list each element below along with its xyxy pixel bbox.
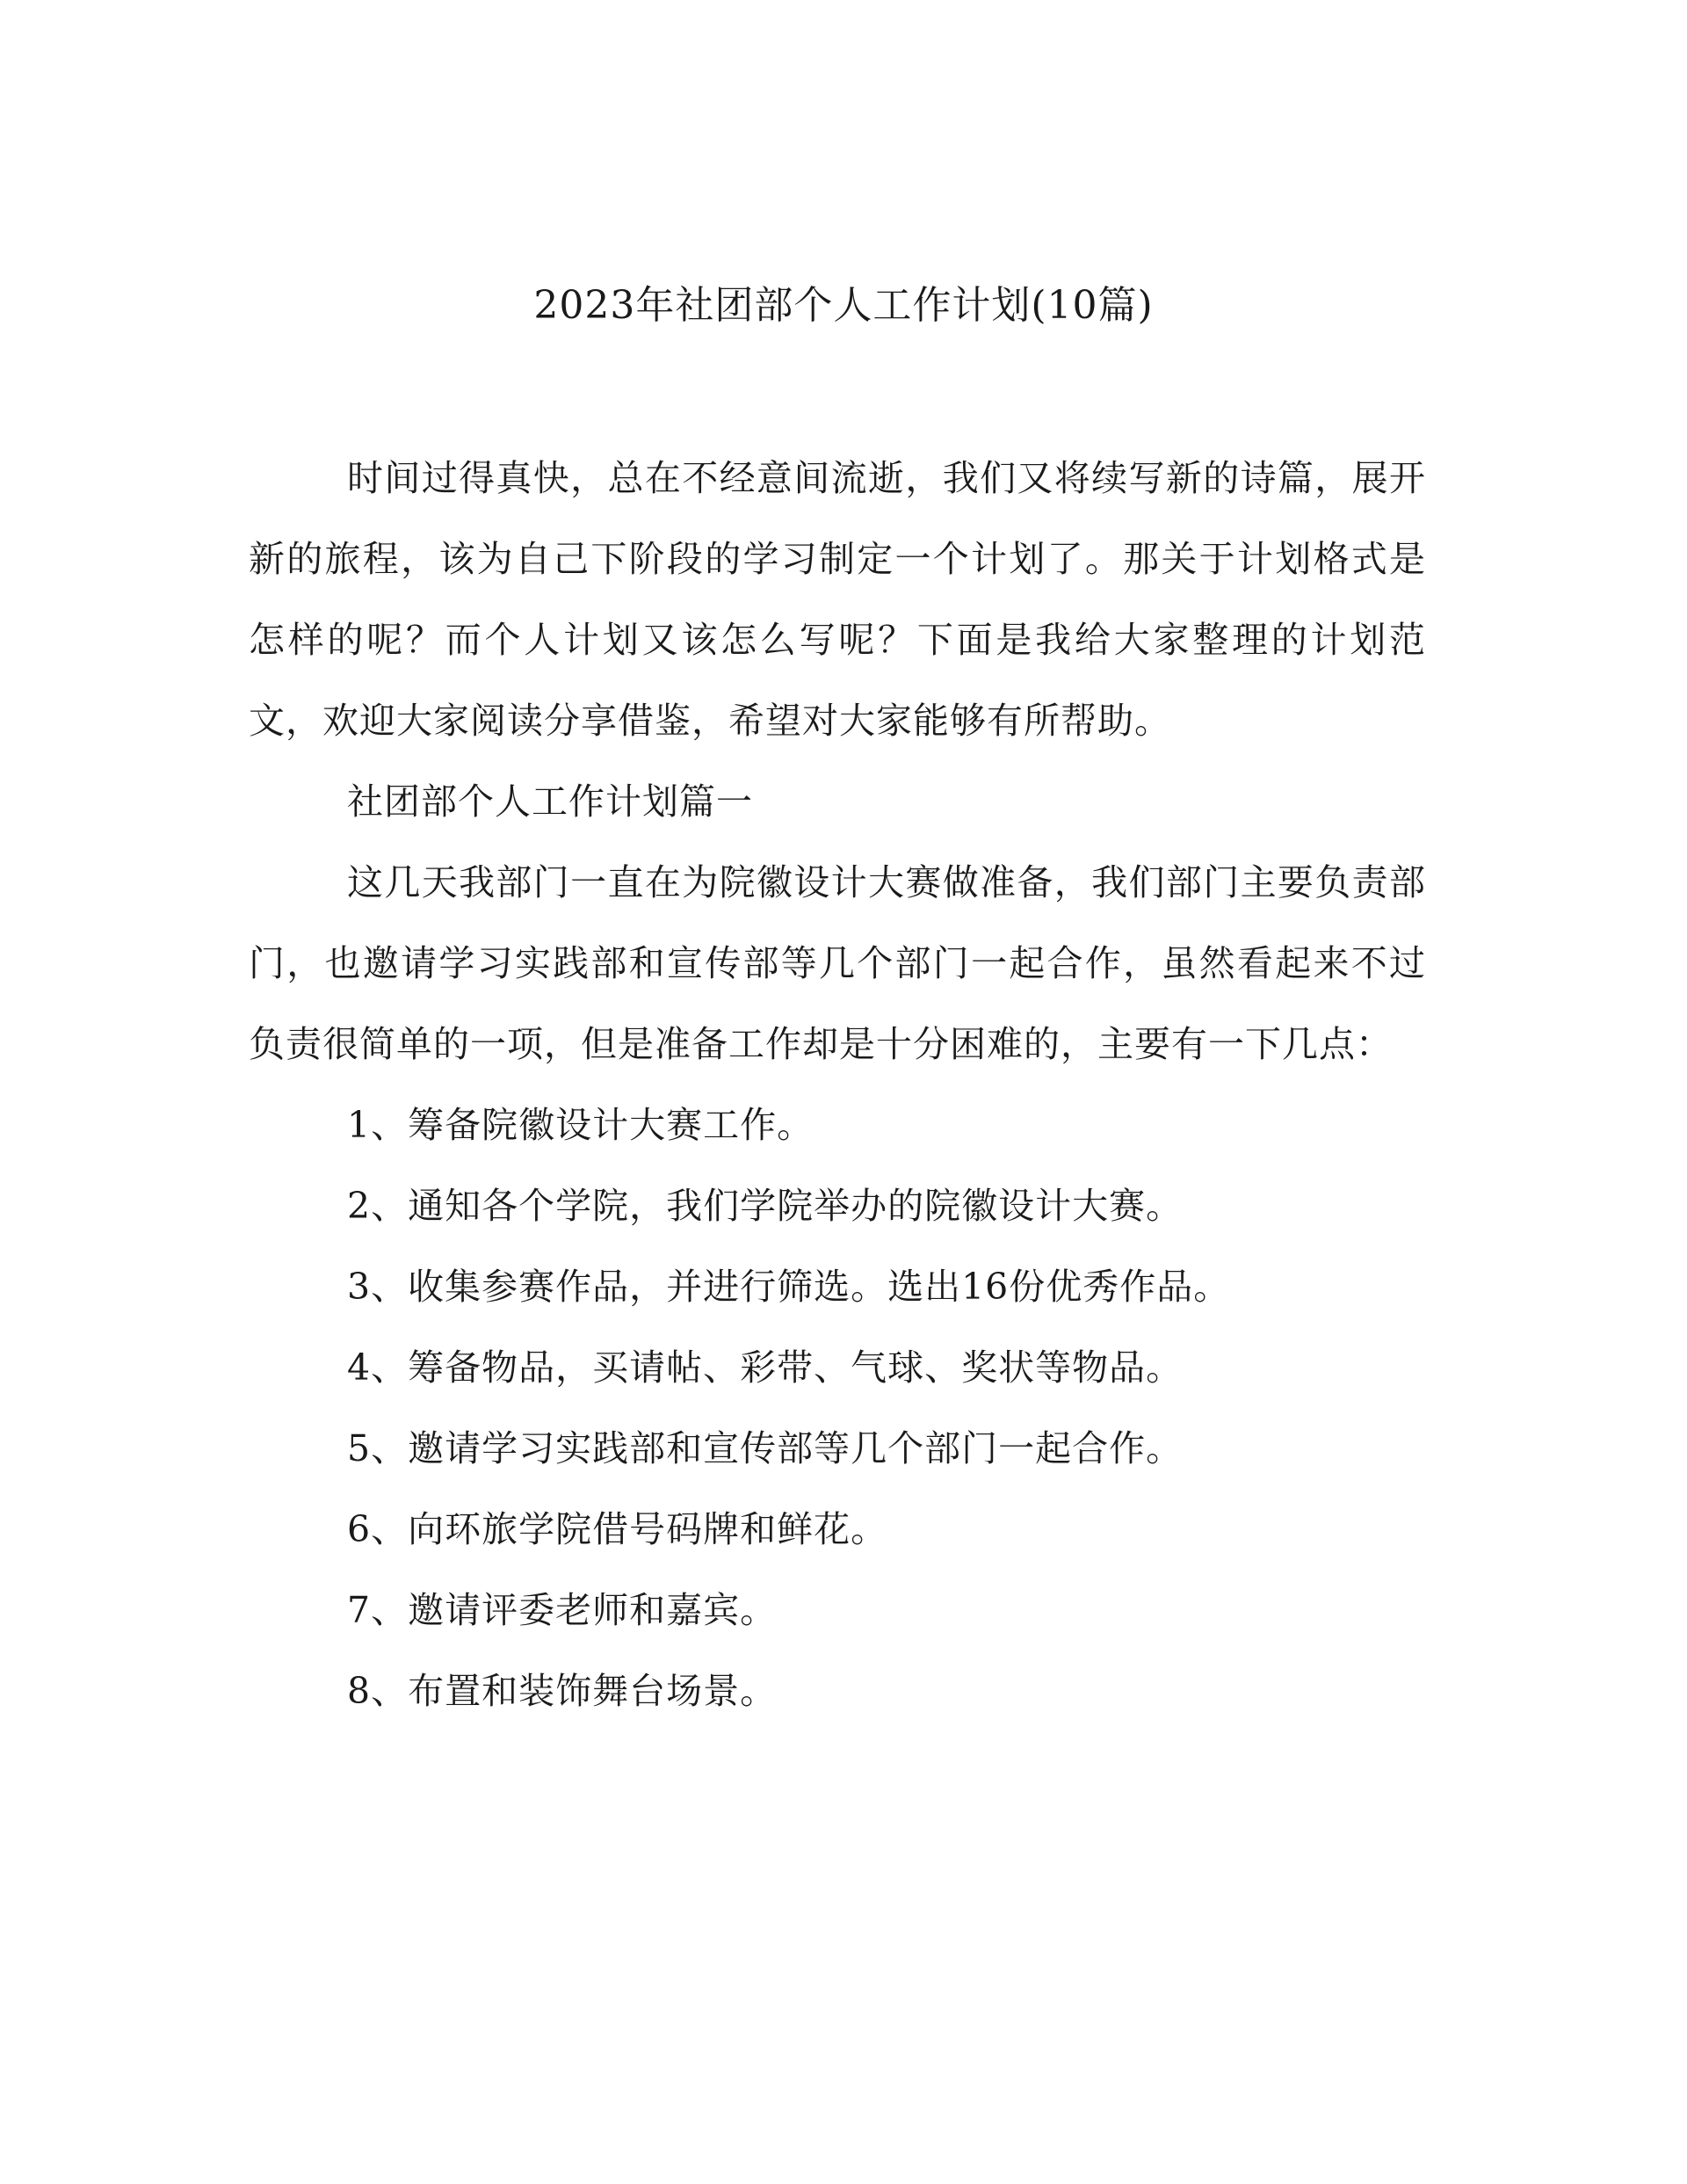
list-item: 1、筹备院徽设计大赛工作。 (347, 1104, 815, 1146)
list-item: 5、邀请学习实践部和宣传部等几个部门一起合作。 (347, 1427, 1184, 1469)
document-title: 2023年社团部个人工作计划(10篇) (533, 283, 1154, 328)
list-item: 4、筹备物品，买请帖、彩带、气球、奖状等物品。 (347, 1346, 1184, 1389)
document-body (249, 438, 1426, 1731)
list-item: 6、向环旅学院借号码牌和鲜花。 (347, 1508, 888, 1550)
list-item: 2、通知各个学院，我们学院举办的院徽设计大赛。 (347, 1185, 1184, 1227)
list-item: 7、邀请评委老师和嘉宾。 (347, 1589, 778, 1631)
section-paragraph: 这几天我部门一直在为院徽设计大赛做准备，我们部门主要负责部门，也邀请学习实践部和宣传部等几个部门一起合作，虽然看起来不过负责很简单的一项，但是准备工作却是十分困难的，主要有一下几点： (249, 861, 1426, 1065)
section-heading: 社团部个人工作计划篇一 (347, 780, 753, 823)
intro-paragraph: 时间过得真快，总在不经意间流逝，我们又将续写新的诗篇，展开新的旅程，该为自己下阶段的学习制定一个计划了。那关于计划格式是怎样的呢？而个人计划又该怎么写呢？下面是我给大家整理的计划范文，欢迎大家阅读分享借鉴，希望对大家能够有所帮助。 (249, 457, 1426, 742)
list-item: 3、收集参赛作品，并进行筛选。选出16份优秀作品。 (347, 1266, 1231, 1308)
list-item: 8、布置和装饰舞台场景。 (347, 1670, 778, 1712)
